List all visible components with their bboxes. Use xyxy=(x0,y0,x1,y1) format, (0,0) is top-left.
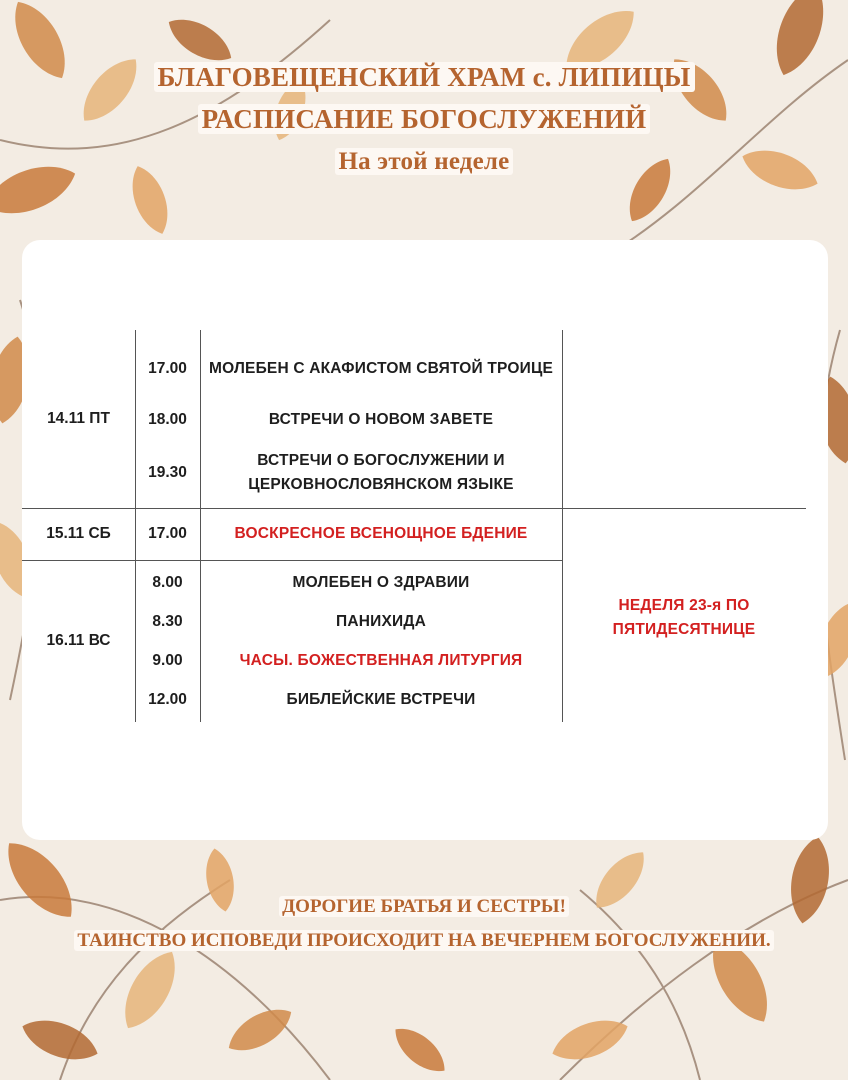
footer-confession-note xyxy=(0,930,848,952)
column-divider xyxy=(562,330,563,722)
event-cell: МОЛЕБЕН С АКАФИСТОМ СВЯТОЙ ТРОИЦЕ xyxy=(208,360,554,377)
date-cell: 16.11 ВС xyxy=(46,632,111,649)
sunday-note: НЕДЕЛЯ 23-я ПО ПЯТИДЕСЯТНИЦЕ xyxy=(612,597,756,638)
footer-greeting xyxy=(0,896,848,918)
church-name-heading xyxy=(0,62,848,93)
week-subheading xyxy=(0,148,848,176)
event-cell-highlighted: ВОСКРЕСНОЕ ВСЕНОЩНОЕ БДЕНИЕ xyxy=(234,525,528,542)
date-cell: 15.11 СБ xyxy=(46,525,111,542)
time-cell: 17.00 xyxy=(148,525,187,542)
date-cell: 14.11 ПТ xyxy=(47,410,110,427)
time-cell: 18.00 xyxy=(148,411,187,428)
event-cell-highlighted: ЧАСЫ. БОЖЕСТВЕННАЯ ЛИТУРГИЯ xyxy=(239,652,523,669)
schedule-table xyxy=(22,330,806,722)
event-cell: ВСТРЕЧИ О НОВОМ ЗАВЕТЕ xyxy=(268,411,494,428)
time-cell: 17.00 xyxy=(148,360,187,377)
time-cell: 8.00 xyxy=(152,574,183,591)
footer-confession-text: ТАИНСТВО ИСПОВЕДИ ПРОИСХОДИТ НА ВЕЧЕРНЕМ БОГОСЛУЖЕНИИ. xyxy=(74,930,773,951)
time-cell: 12.00 xyxy=(148,691,187,708)
footer-greeting-text: ДОРОГИЕ БРАТЬЯ И СЕСТРЫ! xyxy=(279,896,569,917)
time-cell: 9.00 xyxy=(152,652,183,669)
week-subheading-text: На этой неделе xyxy=(335,148,514,175)
church-name-text: БЛАГОВЕЩЕНСКИЙ ХРАМ с. ЛИПИЦЫ xyxy=(154,62,695,92)
time-cell: 19.30 xyxy=(148,464,187,481)
event-cell: ВСТРЕЧИ О БОГОСЛУЖЕНИИ И ЦЕРКОВНОСЛОВЯНСКОМ ЯЗЫКЕ xyxy=(248,452,514,493)
schedule-heading xyxy=(0,104,848,135)
event-cell: МОЛЕБЕН О ЗДРАВИИ xyxy=(292,574,470,591)
time-cell: 8.30 xyxy=(152,613,183,630)
event-cell: ПАНИХИДА xyxy=(336,613,426,630)
event-cell: БИБЛЕЙСКИЕ ВСТРЕЧИ xyxy=(286,691,476,708)
schedule-heading-text: РАСПИСАНИЕ БОГОСЛУЖЕНИЙ xyxy=(198,104,651,134)
